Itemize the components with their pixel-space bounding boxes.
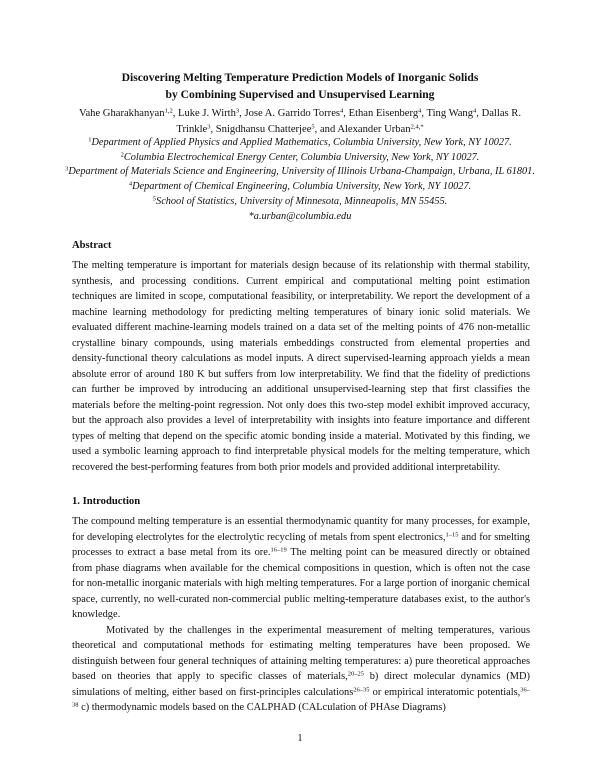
title-line-1: Discovering Melting Temperature Prediction Models of Inorganic Solids <box>121 71 479 84</box>
abstract-paragraph: The melting temperature is important for materials design because of its relationship with thermal stability, synthesis, and processing conditions. Current empirical and computational melting point estimation techniques are limited in scope, computational feasibility, or interpretability. We report the development of a machine learning methodology for predicting melting temperatures of binary ionic solid materials. We evaluated different machine-learning models trained on a data set of the melting points of 476 non-metallic crystalline binary compounds, using materials embeddings constructed from elemental properties and density-functional theory calculations as model inputs. A direct supervised-learning approach yields a mean absolute error of around 180 K but suffers from low interpretability. We find that the fidelity of predictions can further be improved by introducing an additional unsupervised-learning step that first classifies the materials before the melting-point regression. Not only does this two-step model exhibit improved accuracy, but the approach also provides a level of interpretability with insights into feature importance and different types of melting that depend on the specific atomic bonding inside a material. Motivated by this finding, we used a symbolic learning approach to find interpretable physical models for the melting temperature, which recovered the best-performing features from both prior models and provided additional interpretability. <box>72 260 530 473</box>
author-name: Vahe Gharakhanyan <box>78 108 165 119</box>
abstract-heading: Abstract <box>72 240 112 251</box>
corresponding-email[interactable]: *a.urban@columbia.edu <box>248 210 352 222</box>
author-affil-sup: 3 <box>207 123 211 130</box>
author-affil-sup: 4 <box>473 107 477 115</box>
affiliation: $^2$Columbia Electrochemical Energy Center, Columbia University, New York, NY 10027. <box>120 151 480 163</box>
author-name: Luke J. Wirth <box>177 108 236 119</box>
introduction-heading: 1. Introduction <box>72 496 141 507</box>
author-name: Ting Wang <box>426 108 474 119</box>
author-affil-sup: 1,2 <box>164 107 173 115</box>
affiliation: $^3$Department of Materials Science and Engineering, University of Illinois Urbana-Champaign, Urbana, IL 61801. <box>65 165 535 178</box>
author-name: Jose A. Garrido Torres <box>244 108 341 119</box>
author-list: Vahe Gharakhanyan$^{1,2}$, Luke J. Wirth$^3$, Jose A. Garrido Torres$^4$, Ethan Eisenberg$^4$, Ting Wang$^4$, Dallas R. Trinkle$^3$, Snigdhansu Chatterjee$^5$, and Alexander Urban$^{2,4,*}$ <box>78 107 522 135</box>
intro-paragraph-1: The compound melting temperature is an essential thermodynamic quantity for many processes, for example, for developing electrolytes for the electrolytic recycling of metals from spent electronics,$^{1-15}$ and for smelting processes to extract a base metal from its ore.$^{16-19}$ The melting point can be measured directly or obtained from phase diagrams when available for the chemical compositions in question, which is often not the case for non-metallic inorganic materials with high melting temperatures. For a large portion of inorganic chemical space, currently, no well-curated non-commercial public melting-temperature databases exist, to the author's knowledge. <box>72 516 530 620</box>
author-affil-sup: 4 <box>340 107 344 115</box>
affiliation: $^5$School of Statistics, University of Minnesota, Minneapolis, MN 55455. <box>152 195 448 207</box>
paper-title <box>60 69 540 103</box>
author-name: Dallas R. Trinkle <box>176 108 522 135</box>
author-affil-sup: 4 <box>418 107 422 115</box>
affiliation: $^1$Department of Applied Physics and Applied Mathematics, Columbia University, New York, NY 10027. <box>88 136 512 148</box>
author-affil-sup: 2,4,* <box>410 123 424 130</box>
page-number: 1 <box>297 733 303 744</box>
citation[interactable]: 1–15 <box>445 531 459 538</box>
author-name: Alexander Urban <box>337 123 411 135</box>
citation[interactable]: 36–38 <box>72 686 530 709</box>
author-name: Snigdhansu Chatterjee <box>215 123 312 135</box>
abstract-body <box>72 258 530 475</box>
citation[interactable]: 16–19 <box>270 546 287 554</box>
affiliation: $^4$Department of Chemical Engineering, Columbia University, New York, NY 10027. <box>128 180 472 193</box>
title-line-2: by Combining Supervised and Unsupervised Learning <box>165 88 435 101</box>
citation[interactable]: 26–35 <box>353 686 370 693</box>
intro-paragraph-2: Motivated by the challenges in the experimental measurement of melting temperatures, various theoretical and computational methods for estimating melting temperatures have been proposed. We distinguish between four general techniques of attaining melting temperatures: a) pure theoretical approaches based on theories that apply to specific classes of materials,$^{20-25}$ b) direct molecular dynamics (MD) simulations of melting, either based on first-principles calculations$^{26-35}$ or empirical interatomic potentials,$^{36-38}$ c) thermodynamic models based on the CALPHAD (CALculation of PHAse Diagrams) <box>72 624 530 713</box>
author-affil-sup: 5 <box>311 123 315 130</box>
citation[interactable]: 20–25 <box>347 670 364 678</box>
author-affil-sup: 3 <box>235 107 240 115</box>
affiliation-list <box>60 136 540 224</box>
introduction-body <box>72 514 530 716</box>
author-name: Ethan Eisenberg <box>348 108 419 119</box>
